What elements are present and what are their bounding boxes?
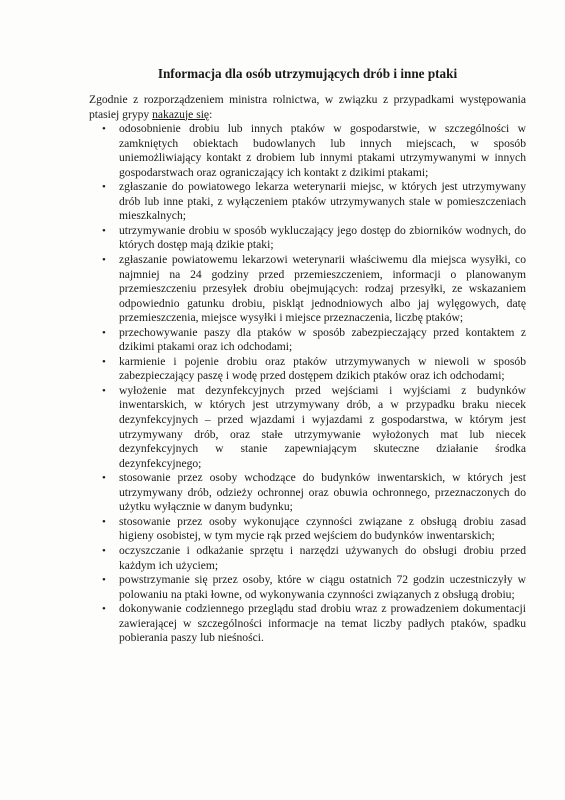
bullet-icon: • <box>102 355 106 368</box>
bullet-icon: • <box>102 603 106 616</box>
list-item-text: zgłaszanie powiatowemu lekarzowi weterynarii właściwemu dla miejsca wysyłki, co najmniej na 24 godziny przed przemieszczeniem, informacji o planowanym przemieszczeniu przesyłek drobiu obejmujących: rodzaj przesyłki, ze wskazaniem odpowiednio gatunku drobiu, piskląt jednodniowych albo jaj wylęgowych, datę przemieszczenia, miejsce wysyłki i miejsce przeznaczenia, liczbę ptaków; <box>119 253 526 325</box>
list-item <box>89 326 526 355</box>
bullet-icon: • <box>102 123 106 136</box>
bullet-icon: • <box>102 326 106 339</box>
list-item-text: utrzymywanie drobiu w sposób wykluczający jego dostęp do zbiorników wodnych, do których dostęp mają dzikie ptaki; <box>119 223 526 252</box>
list-item-text: dokonywanie codziennego przeglądu stad drobiu wraz z prowadzeniem dokumentacji zawierającej w szczególności informacje na temat liczby padłych ptaków, spadku pobierania paszy lub nieśności. <box>119 602 526 645</box>
list-item <box>89 384 526 471</box>
bullet-icon: • <box>102 254 106 267</box>
list-item-text: karmienie i pojenie drobiu oraz ptaków utrzymywanych w niewoli w sposób zabezpieczający paszę i wodę przed dostępem dzikich ptaków oraz ich odchodami; <box>119 354 526 383</box>
bullet-icon: • <box>102 515 106 528</box>
document-title: Informacja dla osób utrzymujących drób i inne ptaki <box>157 66 458 81</box>
list-item <box>89 180 526 224</box>
bullet-icon: • <box>102 181 106 194</box>
list-item <box>89 224 526 253</box>
list-item-text: przechowywanie paszy dla ptaków w sposób zabezpieczający przed kontaktem z dzikimi ptakami oraz ich odchodami; <box>119 325 526 354</box>
intro-colon: : <box>209 107 213 121</box>
list-item-text: powstrzymanie się przez osoby, które w ciągu ostatnich 72 godzin uczestniczyły w polowaniu na ptaki łowne, od wykonywania czynności związanych z obsługą drobiu; <box>119 573 526 601</box>
list-item <box>89 122 526 180</box>
list-item-text: odosobnienie drobiu lub innych ptaków w gospodarstwie, w szczególności w zamkniętych obiektach budowlanych lub innych miejscach, w sposób uniemożliwiający kontakt z drobiem lub innymi ptakami utrzymywanymi w innych gospodarstwach oraz ograniczający ich kontakt z dzikimi ptakami; <box>119 122 526 179</box>
list-item-text: wyłożenie mat dezynfekcyjnych przed wejściami i wyjściami z budynków inwentarskich, w których jest utrzymywany drób, a w przypadku braku niecek dezynfekcyjnych – przed wjazdami i wyjazdami z gospodarstwa, w którym jest utrzymywany drób, oraz stałe utrzymywanie wyłożonych mat lub niecek dezynfekcyjnych w stanie zapewniającym skuteczne działanie środka dezynfekcyjnego; <box>119 383 526 470</box>
list-item-text: oczyszczanie i odkażanie sprzętu i narzędzi używanych do obsługi drobiu przed każdym ich użyciem; <box>119 543 526 572</box>
list-item <box>89 602 526 646</box>
bullet-icon: • <box>102 472 106 485</box>
bullet-icon: • <box>102 544 106 557</box>
bullet-icon: • <box>102 574 106 587</box>
list-item <box>89 515 526 544</box>
list-item <box>89 253 526 326</box>
document-content <box>89 66 526 646</box>
bullet-icon: • <box>102 224 106 237</box>
list-item-text: zgłaszanie do powiatowego lekarza weterynarii miejsc, w których jest utrzymywany drób lub inne ptaki, z wyłączeniem ptaków utrzymywanych stale w pomieszczeniach mieszkalnych; <box>119 180 526 223</box>
intro-underlined-text: nakazuje się <box>152 107 210 121</box>
list-item <box>89 355 526 384</box>
list-item-text: stosowanie przez osoby wykonujące czynności związane z obsługą drobiu zasad higieny osobistej, w tym mycie rąk przed wejściem do budynków inwentarskich; <box>119 514 526 543</box>
intro-paragraph <box>89 93 526 122</box>
list-item-text: stosowanie przez osoby wchodzące do budynków inwentarskich, w których jest utrzymywany drób, odzieży ochronnej oraz obuwia ochronnego, przeznaczonych do użytku wyłącznie w danym budynku; <box>119 471 526 514</box>
intro-text: Zgodnie z rozporządzeniem ministra rolnictwa, w związku z przypadkami występowania ptasiej grypy <box>89 93 526 121</box>
list-item <box>89 471 526 515</box>
list-item <box>89 544 526 573</box>
obligations-list <box>89 122 526 646</box>
list-item <box>89 573 526 602</box>
bullet-icon: • <box>102 384 106 397</box>
